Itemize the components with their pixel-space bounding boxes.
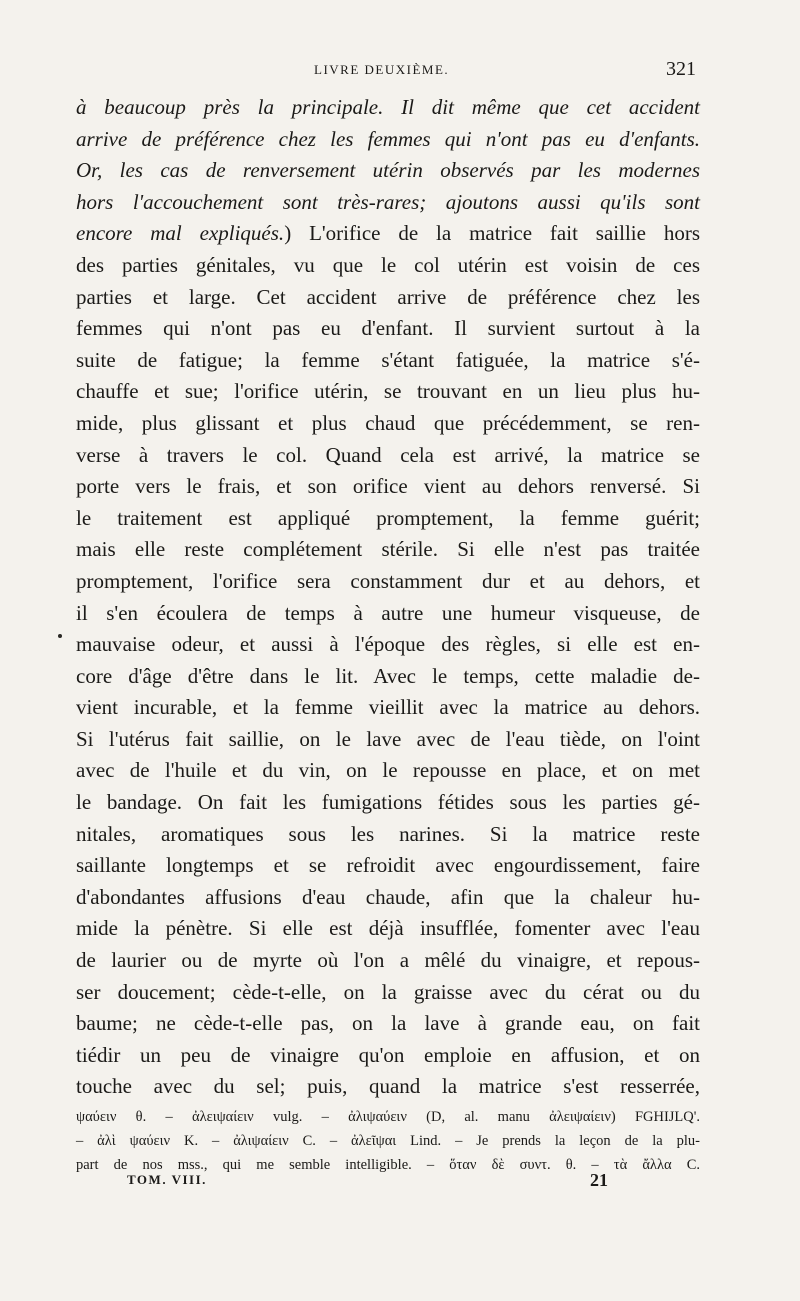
italic-text: encore mal expliqués. xyxy=(76,221,285,246)
page-number: 321 xyxy=(666,58,696,80)
italic-text: hors l'accouchement sont très-rares; ajoutons aussi qu'ils sont xyxy=(76,189,700,214)
body-line: chauffe et sue; l'orifice utérin, se trouvant en un lieu plus hu- xyxy=(76,379,700,404)
running-title: LIVRE DEUXIÈME. xyxy=(314,62,450,77)
ink-speck xyxy=(58,634,62,638)
body-line: mais elle reste complétement stérile. Si elle n'est pas traitée xyxy=(76,537,700,562)
body-line: de laurier ou de myrte où l'on a mêlé du vinaigre, et repous- xyxy=(76,948,700,973)
body-line: d'abondantes affusions d'eau chaude, afin que la chaleur hu- xyxy=(76,884,700,909)
volume-label: TOM. VIII. xyxy=(127,1172,207,1187)
body-line: mide la pénètre. Si elle est déjà insufflée, fomenter avec l'eau xyxy=(76,916,700,941)
body-line: le traitement est appliqué promptement, la femme guérit; xyxy=(76,505,700,530)
running-head xyxy=(0,58,800,82)
footnotes xyxy=(76,1105,700,1177)
body-line: femmes qui n'ont pas eu d'enfant. Il survient surtout à la xyxy=(76,316,700,341)
body-line xyxy=(76,187,700,219)
italic-text: arrive de préférence chez les femmes qui n'ont pas eu d'enfants. xyxy=(76,126,700,151)
body-line: ser doucement; cède-t-elle, on la graisse avec du cérat ou du xyxy=(76,979,700,1004)
body-line xyxy=(76,155,700,187)
body-line xyxy=(76,218,700,250)
italic-text: à beaucoup près la principale. Il dit même que cet accident xyxy=(76,95,700,119)
body-line: parties et large. Cet accident arrive de préférence chez les xyxy=(76,284,700,309)
body-line: vient incurable, et la femme vieillit avec la matrice au dehors. xyxy=(76,695,700,720)
body-line xyxy=(76,92,700,124)
body-line: avec de l'huile et du vin, on le repousse en place, et on met xyxy=(76,758,700,783)
body-line: baume; ne cède-t-elle pas, on la lave à grande eau, on fait xyxy=(76,1011,700,1036)
footnote-line: ψαύειν θ. – ἀλειψαίειν vulg. – ἀλιψαύειν (D, al. manu ἀλειψαίειν) FGHIJLQ'. xyxy=(76,1109,700,1125)
body-text xyxy=(76,92,700,1103)
body-line: mauvaise odeur, et aussi à l'époque des règles, si elle est en- xyxy=(76,632,700,657)
body-line: saillante longtemps et se refroidit avec engourdissement, faire xyxy=(76,853,700,878)
footnote-line: part de nos mss., qui me semble intelligible. – ὅταν δὲ συντ. θ. – τὰ ἄλλα C. xyxy=(76,1157,700,1173)
roman-text: ) L'orifice de la matrice fait saillie hors xyxy=(284,221,700,246)
signature-line xyxy=(0,1170,800,1192)
body-line: mide, plus glissant et plus chaud que précédemment, se ren- xyxy=(76,410,700,435)
body-line: porte vers le frais, et son orifice vient au dehors renversé. Si xyxy=(76,474,700,499)
body-line: Si l'utérus fait saillie, on le lave avec de l'eau tiède, on l'oint xyxy=(76,726,700,751)
body-line: nitales, aromatiques sous les narines. Si la matrice reste xyxy=(76,821,700,846)
body-line: tiédir un peu de vinaigre qu'on emploie en affusion, et on xyxy=(76,1042,700,1067)
body-line: core d'âge d'être dans le lit. Avec le temps, cette maladie de- xyxy=(76,663,700,688)
sheet-signature: 21 xyxy=(590,1170,608,1190)
body-line xyxy=(76,124,700,156)
footnote-line: – ἀλὶ ψαύειν K. – ἀλιψαίειν C. – ἀλεῖψαι Lind. – Je prends la leçon de la plu- xyxy=(76,1133,700,1149)
body-line: promptement, l'orifice sera constamment dur et au dehors, et xyxy=(76,568,700,593)
body-line: des parties génitales, vu que le col utérin est voisin de ces xyxy=(76,252,700,277)
body-line: verse à travers le col. Quand cela est arrivé, la matrice se xyxy=(76,442,700,467)
body-line: le bandage. On fait les fumigations fétides sous les parties gé- xyxy=(76,790,700,815)
italic-text: Or, les cas de renversement utérin observés par les modernes xyxy=(76,158,700,183)
body-line: touche avec du sel; puis, quand la matrice s'est resserrée, xyxy=(76,1074,700,1099)
body-line: il s'en écoulera de temps à autre une humeur visqueuse, de xyxy=(76,600,700,625)
body-line: suite de fatigue; la femme s'étant fatiguée, la matrice s'é- xyxy=(76,347,700,372)
